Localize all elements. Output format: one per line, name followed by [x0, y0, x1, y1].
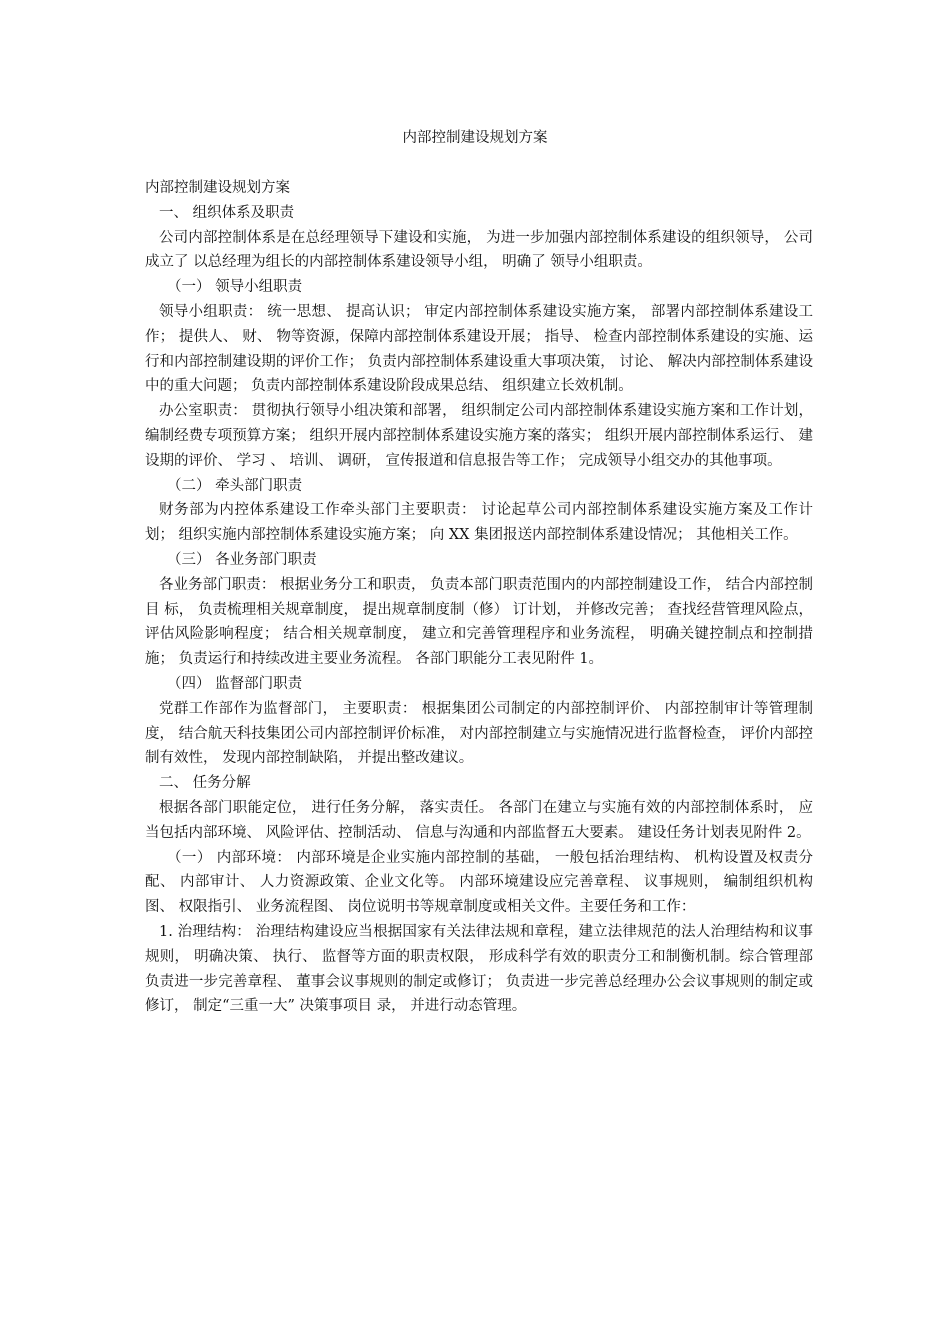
- paragraph-leadership-group-duties: 领导小组职责： 统一思想、 提高认识； 审定内部控制体系建设实施方案， 部署内部控制体系建设工作； 提供人、 财、 物等资源，保障内部控制体系建设开展； 指导、 检查内部控制体系建设的实施、运行和内部控制建设期的评价工作； 负责内部控制体系建设重大事项决策， 讨论、 解决内部控制体系建设中的重大问题； 负责内部控制体系建设阶段成果总结、 组织建立长效机制。: [145, 303, 813, 395]
- section-heading-organization: 一、 组织体系及职责: [159, 204, 295, 221]
- body-heading: 内部控制建设规划方案: [145, 180, 290, 196]
- paragraph-organization-intro: 公司内部控制体系是在总经理领导下建设和实施， 为进一步加强内部控制体系建设的组织领导， 公司成立了 以总经理为组长的内部控制体系建设领导小组， 明确了 领导小组职责。: [145, 229, 813, 271]
- subsection-heading-leadership-group: （一） 领导小组职责: [167, 279, 303, 296]
- subsection-heading-business-departments: （三） 各业务部门职责: [167, 551, 317, 568]
- paragraph-supervision-department-duties: 党群工作部作为监督部门， 主要职责： 根据集团公司制定的内部控制评价、 内部控制审计等管理制度， 结合航天科技集团公司内部控制评价标准， 对内部控制建立与实施情况进行监督检查， 评价内部控制有效性， 发现内部控制缺陷， 并提出整改建议。: [145, 700, 813, 767]
- paragraph-lead-department-duties: 财务部为内控体系建设工作牵头部门主要职责： 讨论起草公司内部控制体系建设实施方案及工作计划； 组织实施内部控制体系建设实施方案； 向 XX 集团报送内部控制体系建设情况； 其他相关工作。: [145, 502, 813, 544]
- paragraph-governance-structure: 1. 治理结构： 治理结构建设应当根据国家有关法律法规和章程，建立法律规范的法人治理结构和议事规则， 明确决策、 执行、 监督等方面的职责权限， 形成科学有效的职责分工和制衡机制。综合管理部负责进一步完善章程、 董事会议事规则的制定或修订； 负责进一步完善总经理办公会议事规则的制定或修订， 制定“三重一大” 决策事项目 录， 并进行动态管理。: [145, 923, 813, 1015]
- paragraph-office-duties: 办公室职责： 贯彻执行领导小组决策和部署， 组织制定公司内部控制体系建设实施方案和工作计划， 编制经费专项预算方案； 组织开展内部控制体系建设实施方案的落实； 组织开展内部控制体系运行、 建设期的评价、 学习 、 培训、 调研， 宣传报道和信息报告等工作； 完成领导小组交办的其他事项。: [145, 403, 813, 469]
- subsection-heading-lead-department: （二） 牵头部门职责: [167, 477, 303, 494]
- subsection-heading-supervision-department: （四） 监督部门职责: [167, 675, 303, 692]
- paragraph-business-departments-duties: 各业务部门职责： 根据业务分工和职责， 负责本部门职责范围内的内部控制建设工作， 结合内部控制目 标， 负责梳理相关规章制度， 提出规章制度制（修） 订计划， 并修改完善； 查找经营管理风险点， 评估风险影响程度； 结合相关规章制度， 建立和完善管理程序和业务流程， 明确关键控制点和控制措施； 负责运行和持续改进主要业务流程。 各部门职能分工表见附件 1。: [145, 576, 813, 668]
- document-title: 内部控制建设规划方案: [402, 130, 548, 146]
- document-body: [145, 176, 813, 1019]
- paragraph-task-breakdown: 根据各部门职能定位， 进行任务分解， 落实责任。 各部门在建立与实施有效的内部控制体系时， 应当包括内部环境、 风险评估、控制活动、 信息与沟通和内部监督五大要素。 建设任务计划表见附件 2。: [145, 799, 813, 841]
- paragraph-internal-environment: （一） 内部环境： 内部环境是企业实施内部控制的基础， 一般包括治理结构、 机构设置及权责分配、 内部审计、 人力资源政策、企业文化等。 内部环境建设应完善章程、 议事规则， 编制组织机构图、 权限指引、 业务流程图、 岗位说明书等规章制度或相关文件。主要任务和工作：: [145, 849, 813, 916]
- section-heading-task-breakdown: 二、 任务分解: [159, 775, 251, 792]
